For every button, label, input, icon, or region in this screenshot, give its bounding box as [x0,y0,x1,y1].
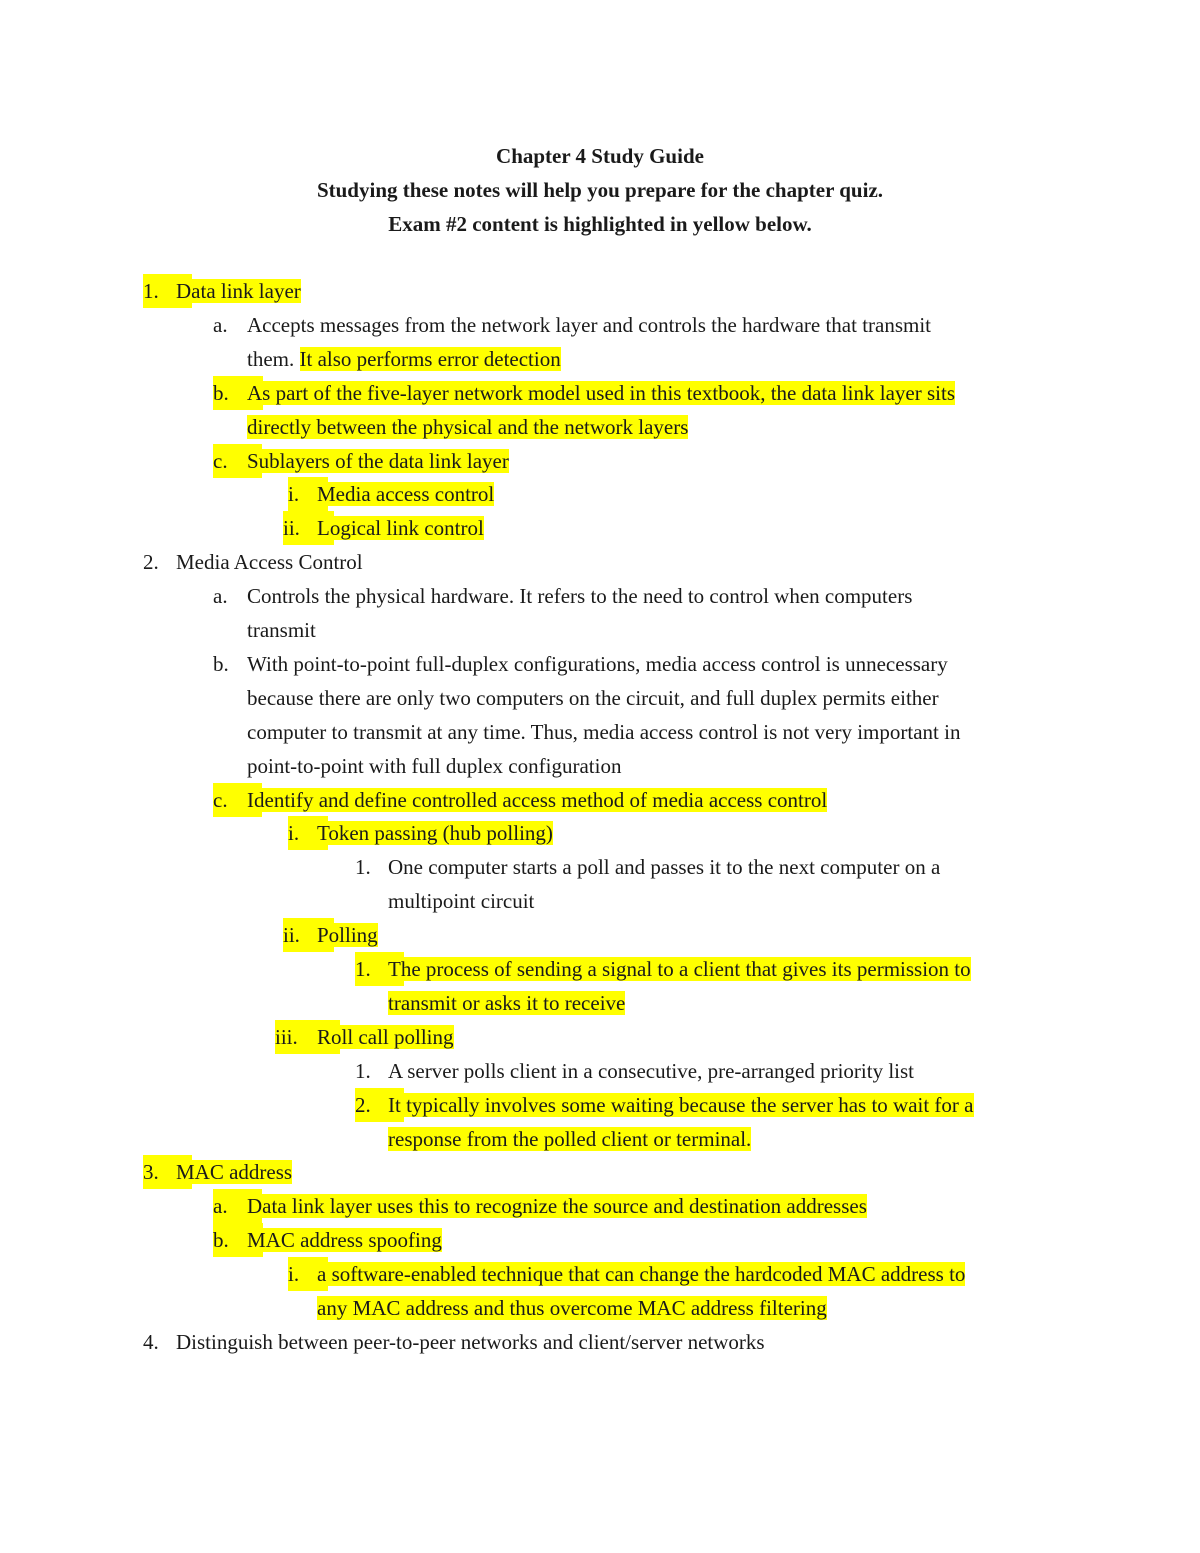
plain-text: With point-to-point full-duplex configurations, media access control is unnecessary [247,651,948,676]
list-marker: 1. [143,274,192,308]
highlighted-text: any MAC address and thus overcome MAC address filtering [317,1296,827,1320]
highlighted-text: Token passing (hub polling) [317,821,553,846]
exam-note: Exam #2 content is highlighted in yellow below. [388,212,812,236]
list-marker: a. [213,584,228,609]
list-marker: 1. [355,855,371,880]
plain-text: point-to-point with full duplex configuration [247,753,622,778]
highlighted-text: Polling [317,923,378,948]
outline-line [0,1325,1200,1359]
outline-line [0,511,1200,545]
list-item-text [388,1122,751,1156]
outline-line [0,1189,1200,1223]
list-item-text [388,952,971,986]
plain-text: because there are only two computers on the circuit, and full duplex permits either [247,685,939,710]
list-marker: b. [213,376,263,410]
list-item-text [247,613,316,647]
highlighted-text: It typically involves some waiting because the server has to wait for a [388,1092,974,1117]
list-item-text [388,1054,914,1088]
list-item-text [176,1325,765,1359]
outline-line [0,613,1200,647]
highlighted-text: Data link layer [176,279,301,303]
outline-line [0,1257,1200,1291]
list-item-text [317,1257,965,1291]
outline-line [0,308,1200,342]
list-marker: 3. [143,1155,192,1189]
list-item-text [317,918,378,952]
list-marker: a. [213,1189,262,1223]
list-item-text [247,376,955,410]
outline-line [0,1155,1200,1189]
plain-text: computer to transmit at any time. Thus, media access control is not very important in [247,719,961,744]
outline-line [0,1088,1200,1122]
list-item-text [247,1189,867,1223]
list-marker: iii. [275,1020,340,1054]
outline-line [0,850,1200,884]
list-marker: i. [288,1257,328,1291]
list-marker: b. [213,1223,263,1257]
outline-line [0,1223,1200,1257]
outline-line [0,1122,1200,1156]
outline-line [0,681,1200,715]
outline-line [0,342,1200,376]
outline-line [0,918,1200,952]
list-item-text [317,511,484,545]
list-marker: ii. [283,511,334,545]
list-item-text [176,545,363,579]
highlighted-text: Media access control [317,482,495,507]
outline-line [0,749,1200,783]
outline-line [0,986,1200,1020]
highlighted-text: MAC address [176,1160,293,1185]
list-item-text [247,715,960,749]
highlighted-text: As part of the five-layer network model used in this textbook, the data link layer sits [247,380,955,405]
list-marker: a. [213,312,228,337]
list-item-text [317,1291,827,1325]
list-item-text [388,850,940,884]
list-marker: b. [213,651,229,676]
list-item-text [247,749,621,783]
list-item-text [247,647,948,681]
list-marker: 1. [355,1058,371,1083]
list-marker: i. [288,477,328,511]
list-item-text [247,342,561,376]
list-item-text [247,1223,442,1257]
list-item-text [388,1088,974,1122]
list-item-text [247,681,939,715]
highlighted-text: The process of sending a signal to a client that gives its permission to [388,957,971,981]
list-item-text [176,274,301,308]
list-marker: i. [288,816,328,850]
outline-line [0,1054,1200,1088]
outline-line [0,884,1200,918]
outline-line [0,647,1200,681]
plain-text: Controls the physical hardware. It refers to the need to control when computers [247,584,913,609]
highlighted-text: Data link layer uses this to recognize the source and destination addresses [247,1194,867,1219]
outline-line [0,715,1200,749]
outline-line [0,444,1200,478]
highlighted-text: MAC address spoofing [247,1228,442,1253]
plain-text: Accepts messages from the network layer and controls the hardware that transmit [247,312,932,337]
outline-line [0,1020,1200,1054]
document-subtitle: Studying these notes will help you prepare for the chapter quiz. [316,178,884,202]
outline-line [0,410,1200,444]
outline-line [0,545,1200,579]
highlighted-text: Sublayers of the data link layer [247,448,509,473]
plain-text: Distinguish between peer-to-peer networks and client/server networks [176,1329,765,1354]
highlighted-text: Identify and define controlled access method of media access control [247,787,828,812]
list-item-text [247,444,509,478]
list-item-text [247,783,827,817]
plain-text: multipoint circuit [388,889,535,914]
document-header [0,139,1200,241]
list-marker: 1. [355,952,404,986]
highlighted-text: Logical link control [317,516,484,541]
list-item-text [317,477,494,511]
list-item-text [176,1155,292,1189]
list-item-text [388,884,534,918]
highlighted-text: a software-enabled technique that can change the hardcoded MAC address to [317,1262,966,1287]
highlighted-text: directly between the physical and the network layers [247,414,689,439]
outline-line [0,579,1200,613]
list-item-text [317,816,553,850]
highlighted-text: response from the polled client or terminal. [388,1126,752,1151]
list-item-text [247,308,931,342]
outline-line [0,952,1200,986]
document-title: Chapter 4 Study Guide [496,144,704,168]
plain-text: Media Access Control [176,550,363,575]
plain-text: One computer starts a poll and passes it to the next computer on a [388,855,941,880]
outline-line [0,783,1200,817]
plain-text: A server polls client in a consecutive, pre-arranged priority list [388,1058,914,1083]
outline-line [0,274,1200,308]
plain-text: transmit [247,618,316,642]
list-marker: c. [213,444,262,478]
outline-line [0,1291,1200,1325]
plain-text: them. [247,346,300,371]
list-item-text [247,579,912,613]
outline-line [0,477,1200,511]
highlighted-text: Roll call polling [317,1024,454,1049]
outline-line [0,816,1200,850]
list-marker: ii. [283,918,334,952]
outline-line [0,376,1200,410]
highlighted-text: transmit or asks it to receive [388,990,626,1015]
list-marker: 2. [355,1088,404,1122]
list-item-text [388,986,625,1020]
list-item-text [317,1020,454,1054]
list-marker: 4. [143,1329,159,1354]
list-item-text [247,410,688,444]
list-marker: 2. [143,550,159,575]
list-marker: c. [213,783,262,817]
highlighted-text: It also performs error detection [299,346,561,371]
